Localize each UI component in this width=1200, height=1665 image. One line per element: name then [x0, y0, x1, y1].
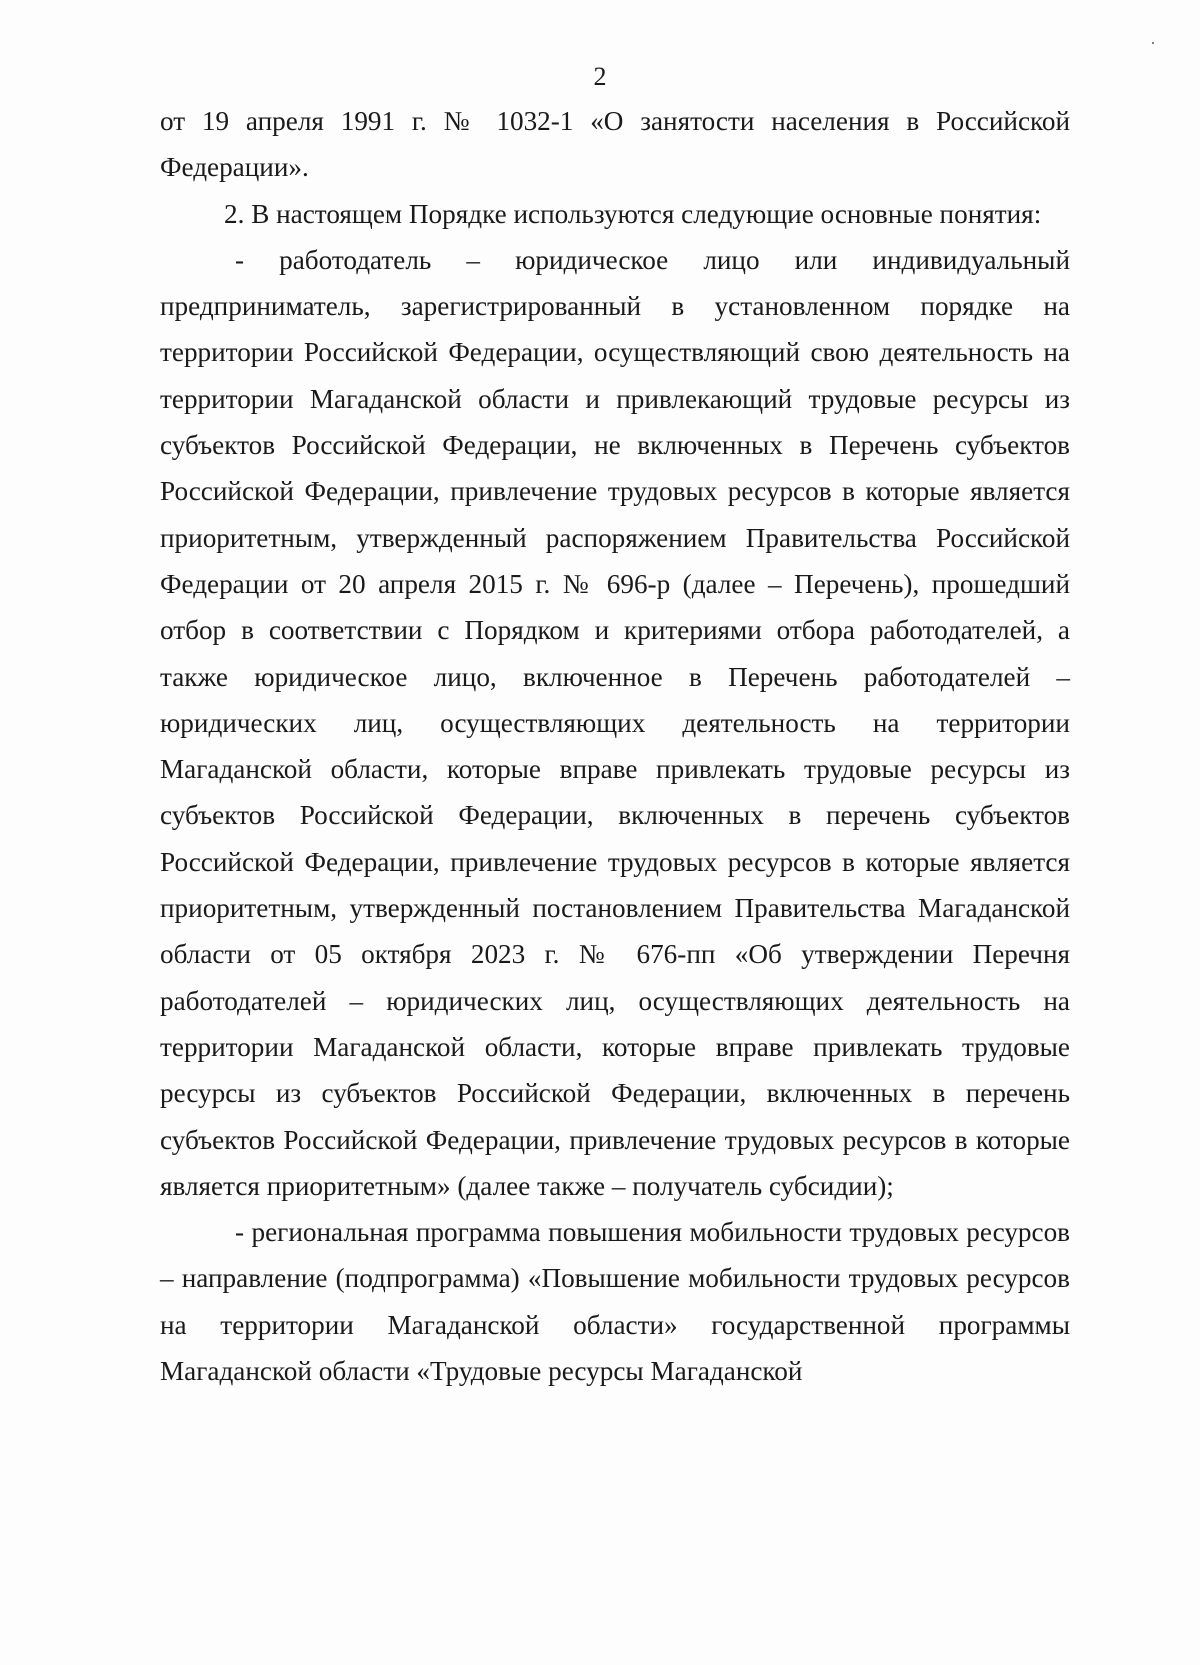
paragraph-employer-definition: - работодатель – юридическое лицо или индивидуальный предприниматель, зарегистрированный в установленном порядке на территории Российской Федерации, осуществляющий свою деятельность на территории Магаданской области и привлекающий трудовые ресурсы из субъектов Российской Федерации, не включенных в Перечень субъектов Российской Федерации, привлечение трудовых ресурсов в которые является приоритетным, утвержденный распоряжением Правительства Российской Федерации от 20 апреля 2015 г. № 696-р (далее – Перечень), прошедший отбор в соответствии с Порядком и критериями отбора работодателей, а также юридическое лицо, включенное в Перечень работодателей – юридических лиц, осуществляющих деятельность на территории Магаданской области, которые вправе привлекать трудовые ресурсы из субъектов Российской Федерации, включенных в перечень субъектов Российской Федерации, привлечение трудовых ресурсов в которые является приоритетным, утвержденный постановлением Правительства Магаданской области от 05 октября 2023 г. № 676-пп «Об утверждении Перечня работодателей – юридических лиц, осуществляющих деятельность на территории Магаданской области, которые вправе привлекать трудовые ресурсы из субъектов Российской Федерации, включенных в перечень субъектов Российской Федерации, привлечение трудовых ресурсов в которые является приоритетным» (далее также – получатель субсидии); — [160, 244, 1070, 1201]
page-number: 2 — [593, 62, 607, 91]
paragraph-regional-program-definition: - региональная программа повышения мобильности трудовых ресурсов – направление (подпрограмма) «Повышение мобильности трудовых ресурсов на территории Магаданской области» государственной программы Магаданской области «Трудовые ресурсы Магаданской — [160, 1217, 1070, 1387]
paragraph-definitions-intro: 2. В настоящем Порядке используются следующие основные понятия: — [224, 198, 1042, 229]
paragraph-law-reference: от 19 апреля 1991 г. № 1032-1 «О занятости населения в Российской Федерации». — [160, 106, 1070, 183]
document-body — [160, 98, 1070, 1394]
scan-speck — [1152, 42, 1154, 44]
